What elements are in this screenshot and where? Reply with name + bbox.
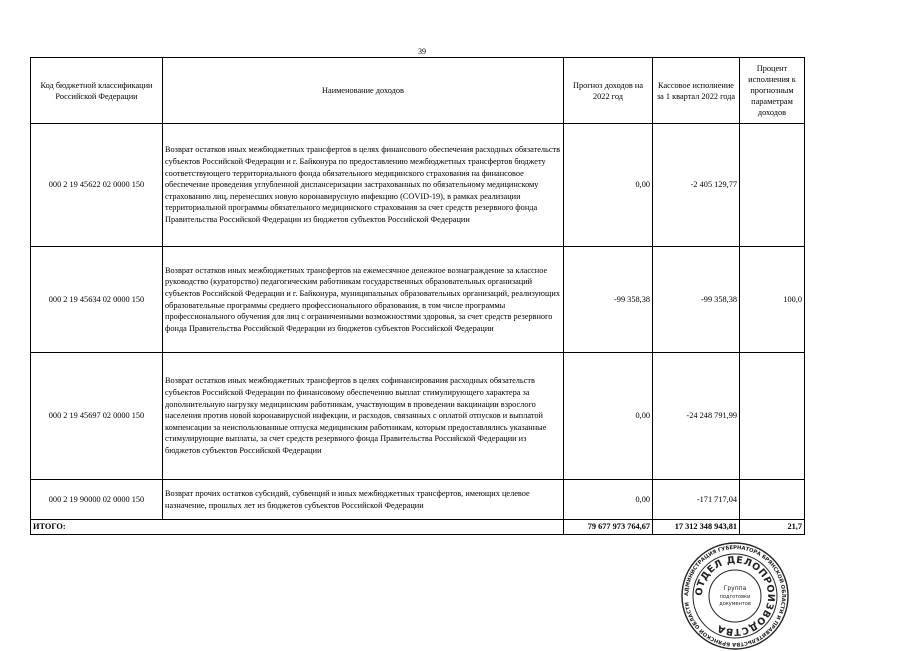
table-row <box>31 124 805 247</box>
total-forecast: 79 677 973 764,67 <box>564 520 653 535</box>
row-forecast: 0,00 <box>564 353 653 480</box>
total-percent: 21,7 <box>740 520 805 535</box>
total-executed: 17 312 348 943,81 <box>653 520 740 535</box>
stamp-center-line-1: Группа <box>723 585 747 592</box>
row-executed: -171 717,04 <box>653 480 740 520</box>
row-code: 000 2 19 45634 02 0000 150 <box>31 247 163 353</box>
row-percent <box>740 480 805 520</box>
header-executed: Кассовое исполнение за 1 квартал 2022 года <box>653 58 740 124</box>
row-forecast: -99 358,38 <box>564 247 653 353</box>
stamp-ring-text: ОТДЕЛ ДЕЛОПРОИЗВОДСТВА <box>693 554 777 638</box>
table-header-row <box>31 58 805 124</box>
row-code: 000 2 19 90000 02 0000 150 <box>31 480 163 520</box>
row-forecast: 0,00 <box>564 124 653 247</box>
table-row <box>31 480 805 520</box>
row-name: Возврат остатков иных межбюджетных трансфертов в целях софинансирования расходных обязательств субъектов Российской Федерации по финансовому обеспечению выплат стимулирующего характера за дополнительную нагрузку медицинским работникам, участвующим в проведении вакцинации взрослого населения против новой коронавирусной инфекции, и расходов, связанных с оплатой отпусков и выплатой компенсации за неиспользованные отпуска медицинским работникам, которым предоставлялись указанные стимулирующие выплаты, за счет средств резервного фонда Правительства Российской Федерации из бюджетов субъектов Российской Федерации <box>163 353 564 480</box>
total-row <box>31 520 805 535</box>
row-percent <box>740 124 805 247</box>
row-name: Возврат остатков иных межбюджетных трансфертов в целях финансового обеспечения расходных обязательств субъектов Российской Федерации и г. Байконура по предоставлению межбюджетных трансфертов бюджету соответствующего территориального фонда обязательного медицинского страхования на финансовое обеспечение проведения углубленной диспансеризации застрахованных по обязательному медицинскому страхованию лиц, перенесших новую коронавирусную инфекцию (COVID-19), в рамках реализации территориальной программы обязательного медицинского страхования за счет средств резервного фонда Правительства Российской Федерации из бюджетов субъектов Российской Федерации <box>163 124 564 247</box>
table-row <box>31 353 805 480</box>
row-forecast: 0,00 <box>564 480 653 520</box>
row-executed: -99 358,38 <box>653 247 740 353</box>
header-percent: Процент исполнения к прогнозным параметрам доходов <box>740 58 805 124</box>
row-executed: -2 405 129,77 <box>653 124 740 247</box>
row-percent: 100,0 <box>740 247 805 353</box>
row-code: 000 2 19 45697 02 0000 150 <box>31 353 163 480</box>
revenue-table <box>30 57 805 535</box>
header-forecast: Прогноз доходов на 2022 год <box>564 58 653 124</box>
row-executed: -24 248 791,99 <box>653 353 740 480</box>
row-name: Возврат прочих остатков субсидий, субвенций и иных межбюджетных трансфертов, имеющих целевое назначение, прошлых лет из бюджетов субъектов Российской Федерации <box>163 480 564 520</box>
header-code: Код бюджетной классификации Российской Федерации <box>31 58 163 124</box>
header-name: Наименование доходов <box>163 58 564 124</box>
office-stamp <box>680 541 790 651</box>
row-code: 000 2 19 45622 02 0000 150 <box>31 124 163 247</box>
row-percent <box>740 353 805 480</box>
stamp-center-line-2: подготовки <box>719 594 751 600</box>
row-name: Возврат остатков иных межбюджетных трансфертов на ежемесячное денежное вознаграждение за классное руководство (кураторство) педагогическим работникам государственных образовательных организаций субъектов Российской Федерации и г. Байконура, муниципальных образовательных организаций, реализующих образовательные программы среднего профессионального образования, в том числе программы профессионального обучения для лиц с ограниченными возможностями здоровья, за счет средств резервного фонда Правительства Российской Федерации из бюджетов субъектов Российской Федерации <box>163 247 564 353</box>
stamp-center-line-3: документов <box>719 601 751 607</box>
page-number: 39 <box>418 47 426 56</box>
stamp-outer-text: АДМИНИСТРАЦИЯ ГУБЕРНАТОРА БРЯНСКОЙ ОБЛАСТИ И ПРАВИТЕЛЬСТВА БРЯНСКОЙ ОБЛАСТИ <box>683 544 787 648</box>
table-row <box>31 247 805 353</box>
total-label: ИТОГО: <box>31 520 564 535</box>
stamp-seal-icon <box>680 541 790 651</box>
